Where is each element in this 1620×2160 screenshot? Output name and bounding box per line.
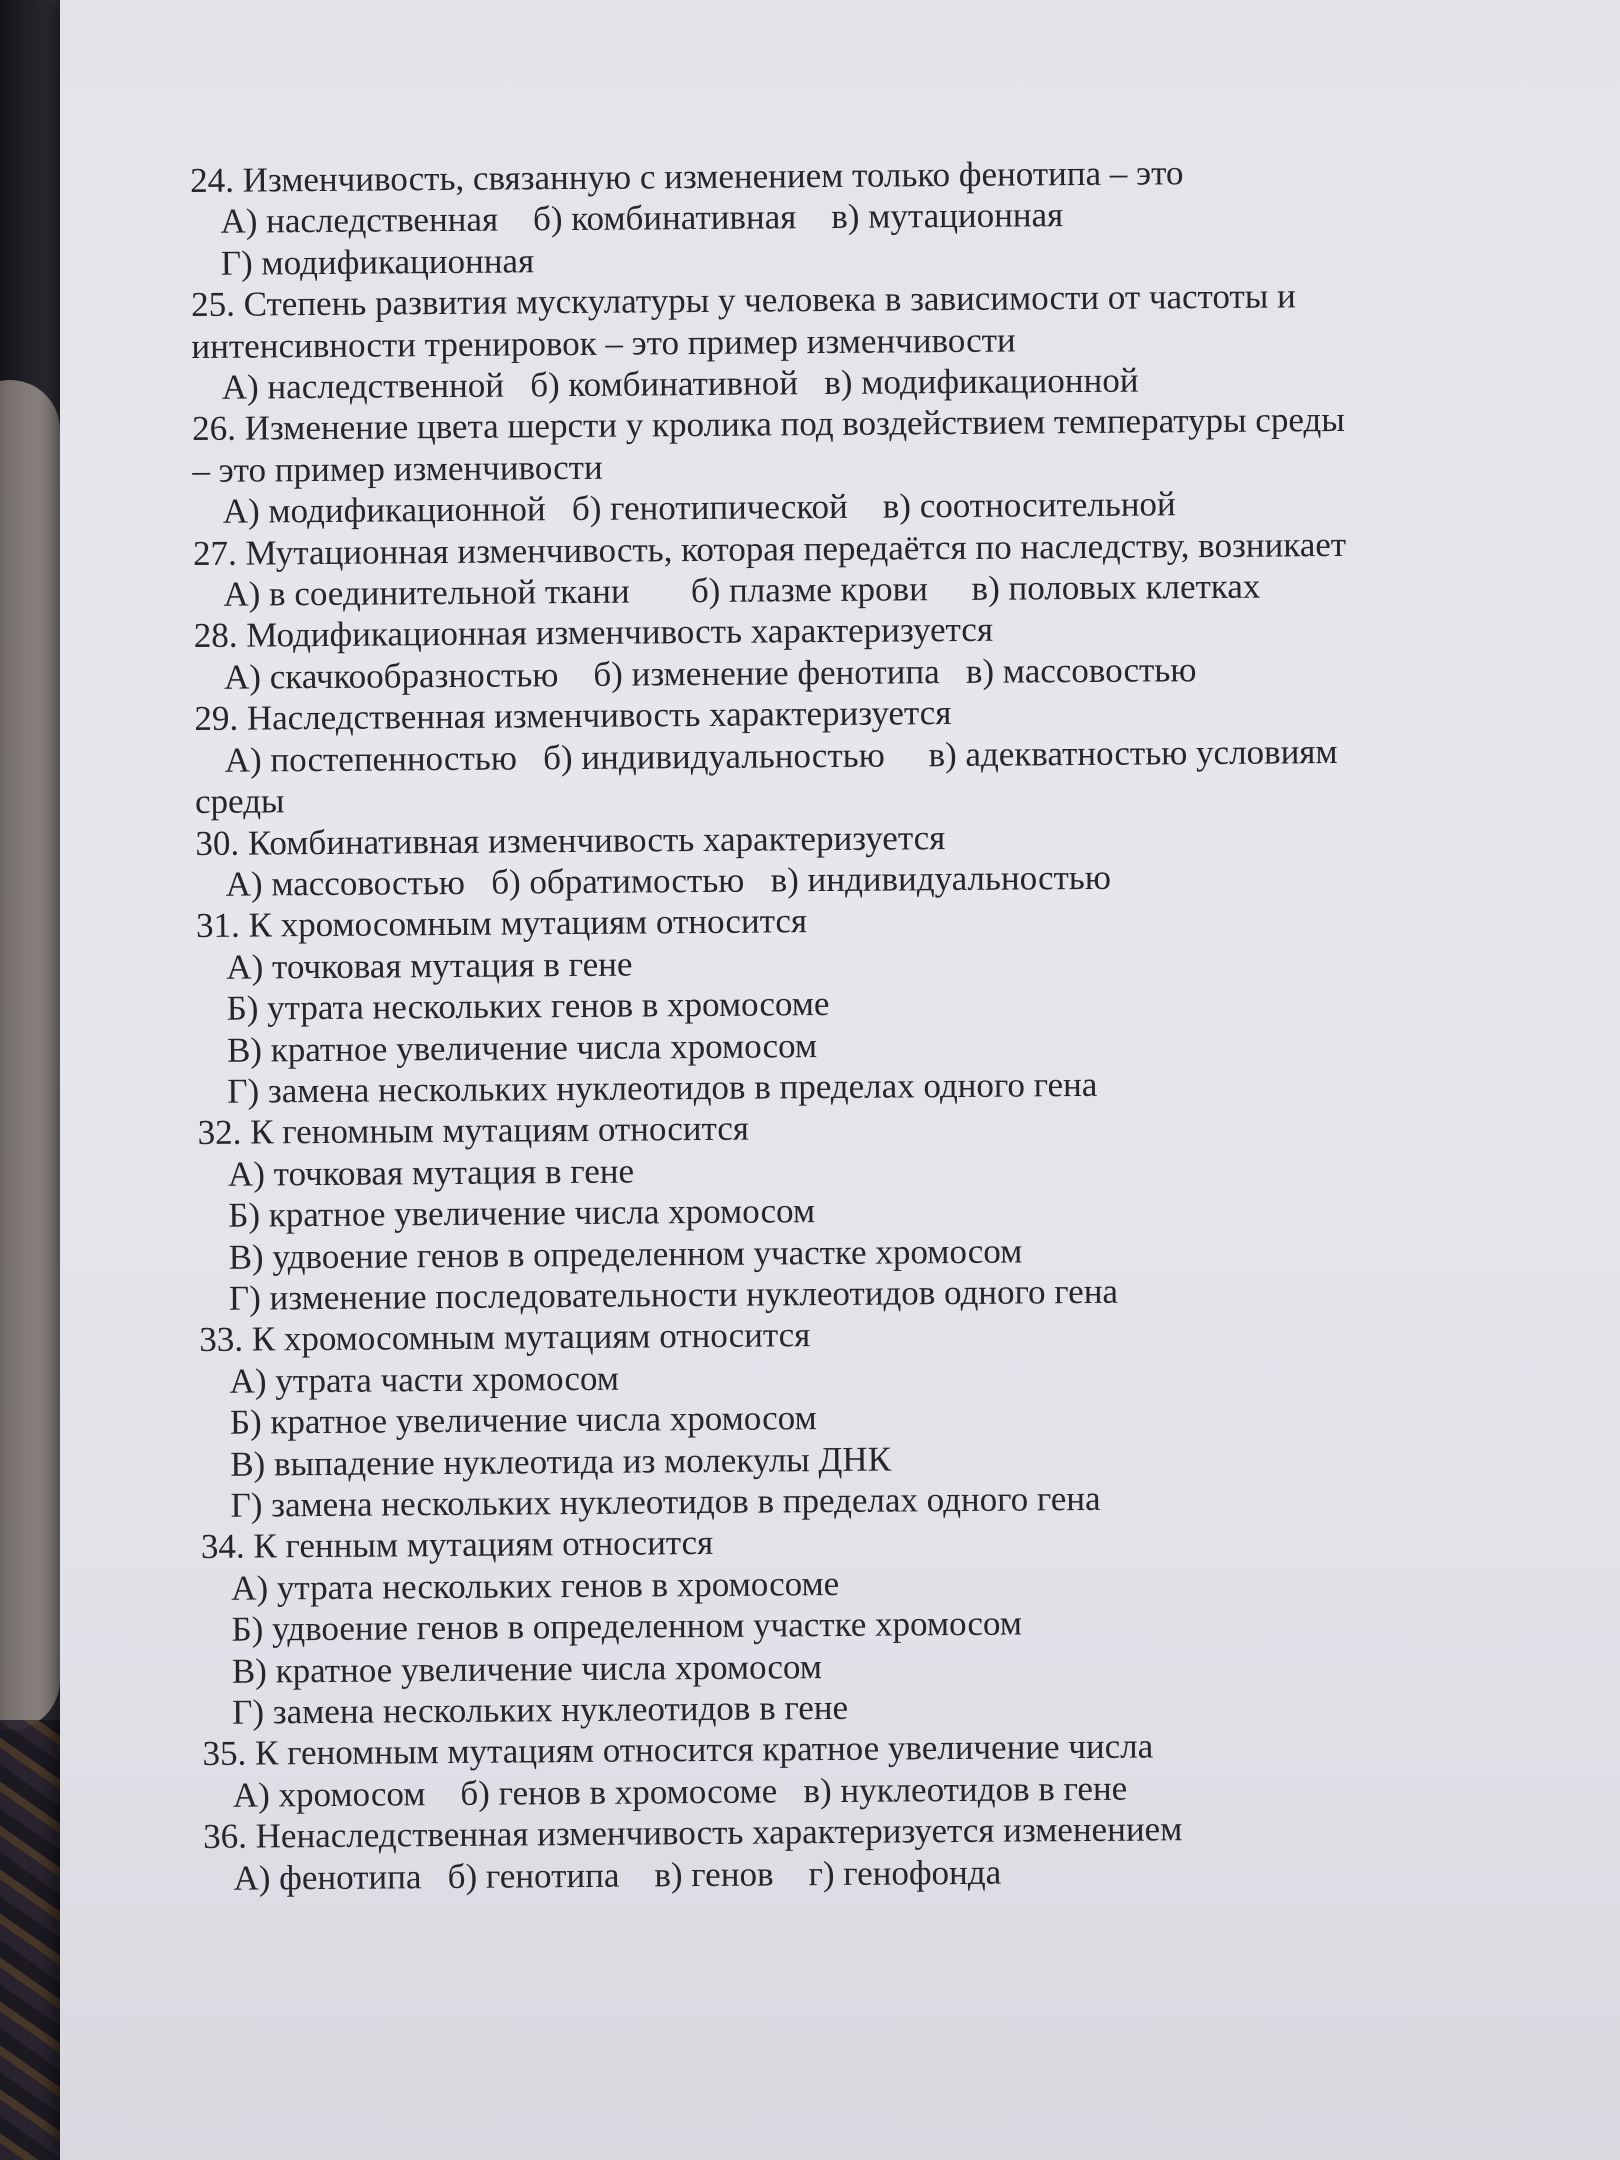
question-34: [201, 1516, 1513, 1733]
answer-options: Б) кратное увеличение числа хромосом: [229, 1398, 817, 1442]
answer-options: В) удвоение генов в определенном участке хромосом: [228, 1231, 1023, 1277]
answer-options: Г) замена нескольких нуклеотидов в гене: [232, 1687, 849, 1732]
answer-options: Г) замена нескольких нуклеотидов в пределах одного гена: [227, 1064, 1098, 1111]
answer-options: А) фенотипа б) генотипа в) генов г) генофонда: [233, 1852, 1002, 1898]
question-list: [190, 150, 1514, 1899]
answer-options: А) в соединительной ткани б) плазме крови в) половых клетках: [223, 566, 1261, 614]
answer-options: Б) кратное увеличение числа хромосом: [228, 1191, 816, 1235]
answer-options: А) точковая мутация в гене: [227, 1151, 635, 1194]
question-text: 34. К генным мутациям относится: [200, 1523, 714, 1567]
answer-options: А) утрата нескольких генов в хромосоме: [231, 1563, 840, 1608]
question-text: 30. Комбинативная изменчивость характеризуется: [195, 817, 946, 863]
question-24: [190, 150, 1501, 285]
answer-options: Б) удвоение генов в определенном участке хромосом: [231, 1603, 1023, 1649]
question-36: [203, 1806, 1514, 1899]
question-29: [194, 688, 1505, 823]
answer-options: А) наследственная б) комбинативная в) мутационная: [220, 195, 1064, 242]
answer-options: В) выпадение нуклеотида из молекулы ДНК: [230, 1439, 892, 1484]
question-text: 27. Мутационная изменчивость, которая передаётся по наследству, возникает: [192, 524, 1347, 573]
thumb-silhouette: [0, 380, 60, 1730]
question-text-continued: – это пример изменчивости: [192, 447, 603, 490]
answer-options: А) хромосом б) генов в хромосоме в) нуклеотидов в гене: [232, 1768, 1128, 1815]
question-text: 26. Изменение цвета шерсти у кролика под воздействием температуры среды: [191, 400, 1345, 449]
question-text-continued: интенсивности тренировок – это пример изменчивости: [191, 320, 1016, 366]
answer-options: А) утрата части хромосом: [229, 1358, 620, 1401]
question-text-continued: среды: [194, 781, 285, 822]
question-text: 36. Ненаследственная изменчивость характеризуется изменением: [203, 1809, 1183, 1857]
answer-options: А) точковая мутация в гене: [226, 944, 633, 987]
question-32: [197, 1102, 1509, 1319]
question-26: [192, 398, 1503, 533]
answer-options: А) наследственной б) комбинативной в) модификационной: [221, 360, 1139, 407]
question-35: [202, 1723, 1513, 1816]
question-27: [193, 522, 1504, 615]
answer-options: А) массовостью б) обратимостью в) индивидуальностью: [225, 857, 1112, 904]
answer-options: В) кратное увеличение числа хромосом: [231, 1646, 823, 1691]
answer-options: А) скачкообразностью б) изменение фенотипа в) массовостью: [223, 649, 1197, 697]
answer-options: Г) модификационная: [220, 241, 535, 283]
answer-options: А) модификационной б) генотипической в) соотносительной: [222, 484, 1176, 532]
answer-options: Г) замена нескольких нуклеотидов в пределах одного гена: [230, 1478, 1101, 1525]
question-text: 32. К геномным мутациям относится: [197, 1108, 750, 1153]
question-33: [199, 1309, 1511, 1526]
question-text: 25. Степень развития мускулатуры у человека в зависимости от частоты и: [190, 276, 1296, 325]
question-31: [196, 895, 1508, 1112]
question-text: 24. Изменчивость, связанную с изменением только фенотипа – это: [190, 153, 1184, 200]
answer-options: А) постепенностью б) индивидуальностью в) адекватностью условиям: [224, 731, 1338, 780]
question-28: [194, 605, 1505, 698]
question-text: 31. К хромосомным мутациям относится: [195, 901, 808, 946]
question-text: 35. К геномным мутациям относится кратное увеличение числа: [202, 1726, 1154, 1774]
answer-options: Б) утрата нескольких генов в хромосоме: [226, 984, 830, 1028]
answer-options: В) кратное увеличение числа хромосом: [226, 1025, 818, 1070]
question-30: [195, 812, 1506, 905]
question-25: [191, 274, 1502, 409]
answer-options: Г) изменение последовательности нуклеотидов одного гена: [228, 1271, 1119, 1318]
question-text: 28. Модификационная изменчивость характеризуется: [193, 610, 994, 656]
question-text: 33. К хромосомным мутациям относится: [199, 1315, 811, 1360]
question-text: 29. Наследственная изменчивость характеризуется: [194, 693, 952, 739]
